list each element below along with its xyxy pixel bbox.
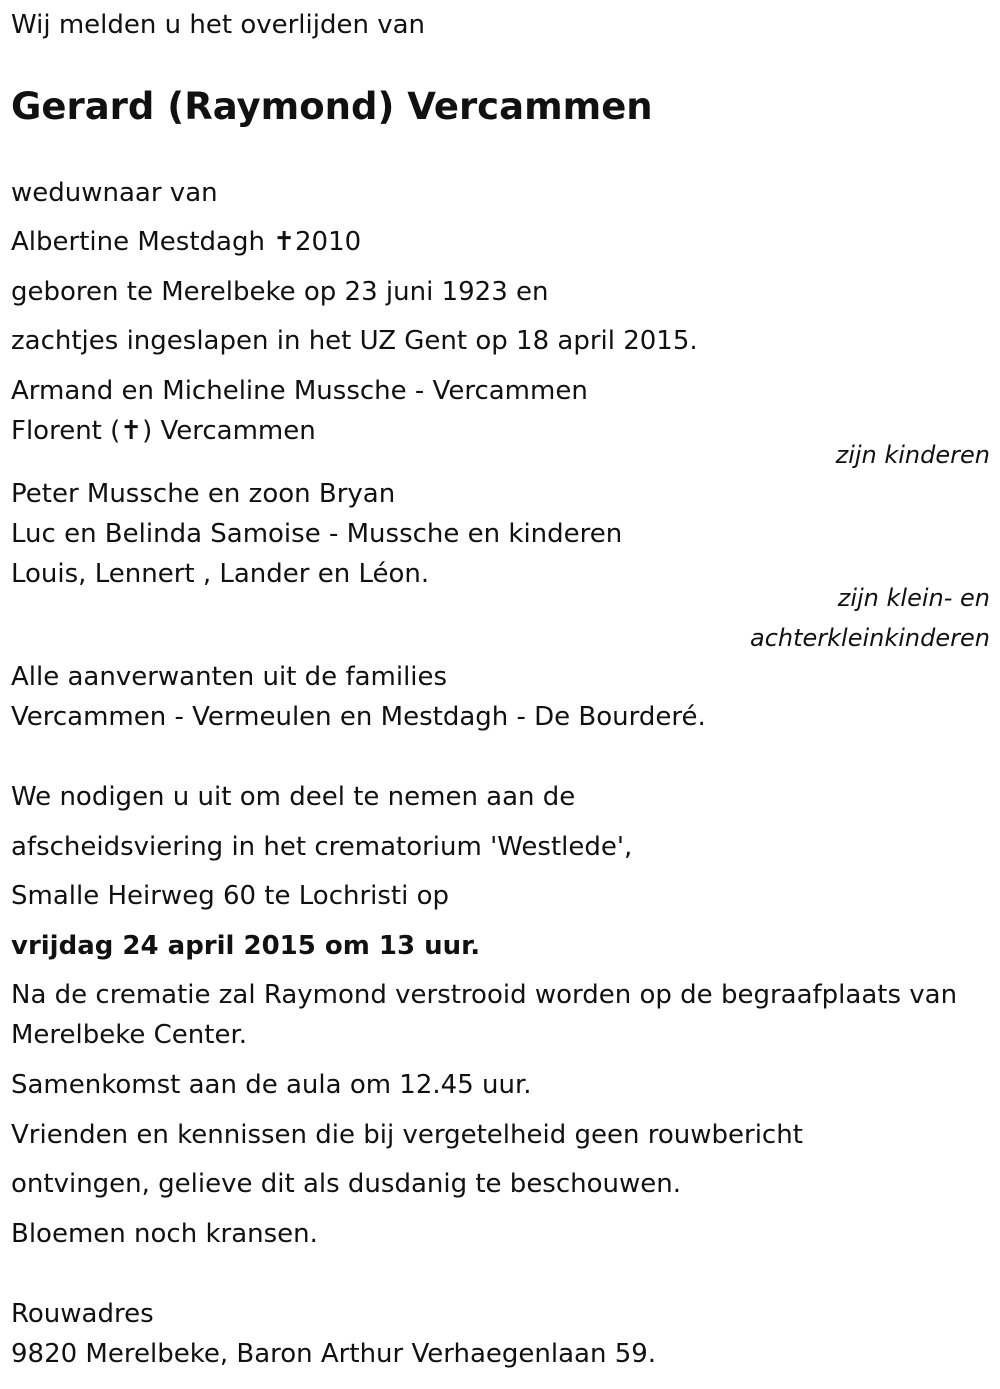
ceremony-date: vrijdag 24 april 2015 om 13 uur. (11, 931, 481, 961)
grandchildren-label-2: achterkleinkinderen (750, 624, 990, 652)
relatives-line: Vercammen - Vermeulen en Mestdagh - De Bourderé. (11, 702, 706, 732)
child-line: Armand en Micheline Mussche - Vercammen (11, 376, 588, 406)
cremation-line: Merelbeke Center. (11, 1020, 248, 1050)
children-label: zijn kinderen (835, 441, 990, 469)
cremation-line: Na de crematie zal Raymond verstrooid worden op de begraafplaats van (11, 980, 958, 1010)
deceased-name: Gerard (Raymond) Vercammen (11, 85, 653, 128)
spouse-name: Albertine Mestdagh ✝2010 (11, 227, 362, 257)
grandchild-line: Peter Mussche en zoon Bryan (11, 479, 396, 509)
invitation-line: Smalle Heirweg 60 te Lochristi op (11, 881, 450, 911)
relatives-line: Alle aanverwanten uit de families (11, 662, 448, 692)
notice-line: Vrienden en kennissen die bij vergetelheid geen rouwbericht (11, 1120, 803, 1150)
intro-text: Wij melden u het overlijden van (11, 10, 426, 40)
death-line: zachtjes ingeslapen in het UZ Gent op 18 april 2015. (11, 326, 698, 356)
notice-line: ontvingen, gelieve dit als dusdanig te beschouwen. (11, 1169, 682, 1199)
invitation-line: afscheidsviering in het crematorium 'Westlede', (11, 832, 633, 862)
flowers-line: Bloemen noch kransen. (11, 1219, 318, 1249)
grandchild-line: Luc en Belinda Samoise - Mussche en kinderen (11, 519, 623, 549)
gathering-line: Samenkomst aan de aula om 12.45 uur. (11, 1070, 532, 1100)
address-line: 9820 Merelbeke, Baron Arthur Verhaegenlaan 59. (11, 1339, 657, 1369)
grandchild-line: Louis, Lennert , Lander en Léon. (11, 559, 430, 589)
birth-line: geboren te Merelbeke op 23 juni 1923 en (11, 277, 549, 307)
address-label: Rouwadres (11, 1299, 154, 1329)
invitation-line: We nodigen u uit om deel te nemen aan de (11, 782, 576, 812)
widower-label: weduwnaar van (11, 178, 218, 208)
child-line: Florent (✝) Vercammen (11, 416, 316, 446)
grandchildren-label-1: zijn klein- en (837, 584, 990, 612)
